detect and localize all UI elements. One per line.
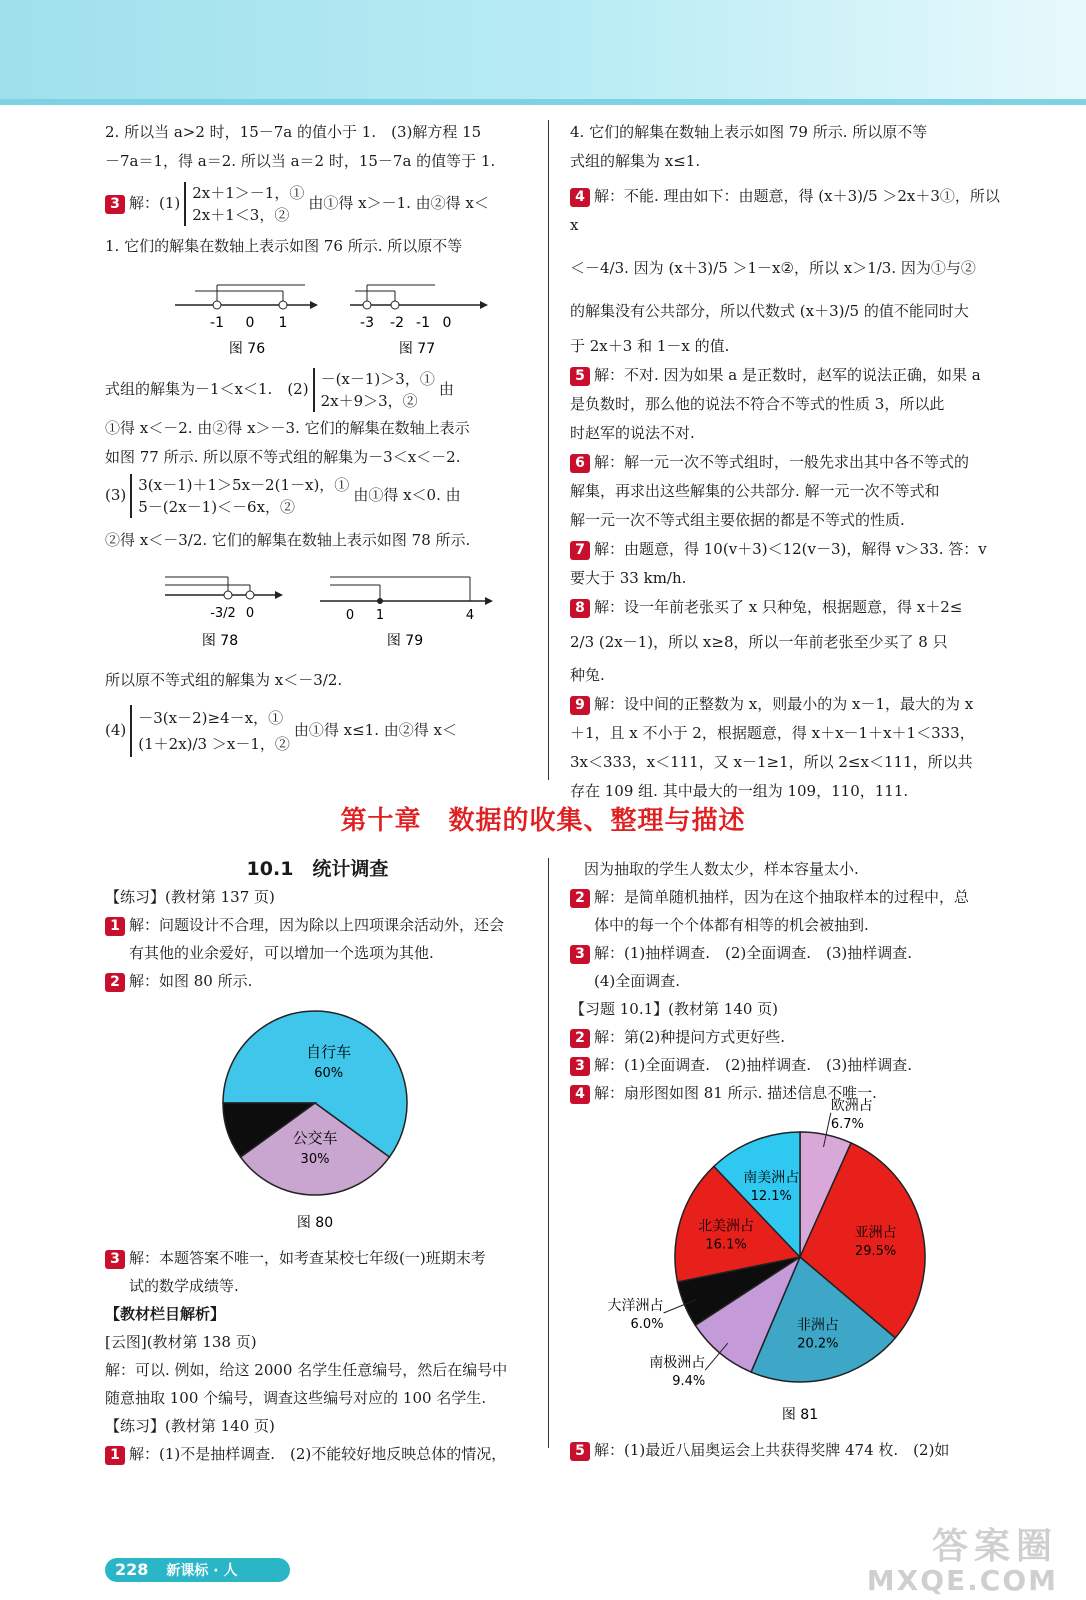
inequality-1: 2x＋1＞－1，① — [192, 184, 305, 202]
text-span: 解：解一元一次不等式组时，一般先求出其中各不等式的 — [594, 453, 970, 471]
inequality-1: －3(x－2)≥4－x，① — [138, 709, 284, 727]
text-line: 试的数学成绩等. — [129, 1277, 239, 1295]
answer-5 — [570, 361, 1010, 390]
number-line-77 — [350, 285, 488, 357]
text-line: 因为抽取的学生人数太少，样本容量太小. — [584, 860, 859, 878]
text-span: 由①得 x≤1. 由②得 x＜ — [293, 721, 457, 739]
slice-value: 6.0% — [630, 1317, 664, 1333]
tick-label: -3/2 — [210, 606, 236, 621]
tick-label: 4 — [465, 608, 475, 623]
figure-caption: 图 76 — [228, 341, 266, 357]
slice-label: 北美洲占 — [698, 1218, 755, 1235]
slice-value: 16.1% — [705, 1237, 747, 1253]
header-banner — [0, 0, 1086, 105]
answer-number-badge: 4 — [570, 188, 590, 207]
text-line: ①得 x＜－2. 由②得 x＞－3. 它们的解集在数轴上表示 — [105, 419, 470, 437]
answer-number-badge: 3 — [570, 1057, 590, 1076]
text-span: 由 — [438, 380, 454, 398]
text-line: 如图 77 所示. 所以原不等式组的解集为－3＜x＜－2. — [105, 448, 461, 466]
answer-number-badge: 3 — [570, 945, 590, 964]
tick-label: 0 — [245, 315, 255, 331]
inequality-1: －(x－1)＞3，① — [320, 370, 435, 388]
text-span: 解：如图 80 所示. — [129, 972, 253, 990]
page-number: 228 — [115, 1560, 149, 1579]
inequality-2: 2x＋1＜3，② — [192, 206, 290, 224]
answer-number-badge: 1 — [105, 917, 125, 936]
text-line: 时赵军的说法不对. — [570, 424, 695, 442]
pie-chart-81 — [570, 1097, 1010, 1427]
slice-value: 6.7% — [830, 1116, 864, 1132]
answer-number-badge: 1 — [105, 1446, 125, 1465]
inequality-system — [130, 705, 290, 757]
answer-5 — [570, 1436, 1010, 1464]
text-line: ②得 x＜－3/2. 它们的解集在数轴上表示如图 78 所示. — [105, 531, 471, 549]
slice-value: 9.4% — [672, 1374, 706, 1390]
inequality-2: 2x＋9＞3，② — [320, 392, 418, 410]
text-span: 式组的解集为－1＜x＜1. (2) — [105, 380, 309, 398]
text-line: 2/3 (2x－1)，所以 x≥8，所以一年前老张至少买了 8 只 — [570, 633, 948, 651]
answer-number-badge: 5 — [570, 367, 590, 386]
text-line: 所以原不等式组的解集为 x＜－3/2. — [105, 671, 343, 689]
text-line: 2. 所以当 a>2 时，15－7a 的值小于 1. (3)解方程 15 — [105, 123, 482, 141]
number-line-78 — [165, 577, 283, 649]
tick-label: 0 — [442, 315, 452, 331]
number-line-79 — [320, 577, 493, 649]
slice-label: 大洋洲占 — [607, 1298, 664, 1315]
text-span: 解：扇形图如图 81 所示. 描述信息不唯一. — [594, 1084, 877, 1102]
answer-1 — [105, 911, 530, 939]
slice-label: 自行车 — [306, 1043, 352, 1062]
slice-value: 60% — [314, 1066, 344, 1082]
watermark — [866, 1526, 1058, 1598]
left-column-bottom — [105, 855, 530, 1468]
text-line: 是负数时，那么他的说法不符合不等式的性质 3，所以此 — [570, 395, 945, 413]
answer-4 — [570, 1079, 1010, 1107]
text-span: 解：(1) — [129, 194, 181, 212]
answer-3 — [570, 939, 1010, 967]
answer-3-4 — [105, 703, 525, 759]
watermark-line-1: 答案圈 — [931, 1526, 1058, 1567]
answer-3-3 — [105, 472, 525, 520]
tick-label: -3 — [360, 315, 374, 331]
text-line: 种兔. — [570, 666, 605, 684]
answer-3-2 — [105, 366, 525, 414]
tick-label: 0 — [345, 608, 355, 623]
slice-label: 南美洲占 — [743, 1170, 800, 1187]
text-span: 解：设一年前老张买了 x 只种兔，根据题意，得 x＋2≤ — [594, 598, 963, 616]
answer-number-badge: 3 — [105, 195, 125, 214]
column-divider-top — [548, 120, 549, 780]
slice-label: 非洲占 — [796, 1317, 839, 1334]
answer-number-badge: 6 — [570, 454, 590, 473]
answer-4 — [570, 182, 1010, 240]
number-lines-76-77 — [105, 261, 525, 356]
text-span: 解：(1)最近八届奥运会上共获得奖牌 474 枚. (2)如 — [594, 1441, 950, 1459]
figure-caption: 图 78 — [201, 633, 239, 649]
text-line: 3x＜333，x＜111，又 x－1≥1，所以 2≤x＜111，所以共 — [570, 753, 973, 771]
text-span: 解：问题设计不合理，因为除以上四项课余活动外，还会 — [129, 916, 505, 934]
text-line: 要大于 33 km/h. — [570, 569, 687, 587]
answer-number-badge: 8 — [570, 599, 590, 618]
exercise-heading: 【练习】(教材第 140 页) — [105, 1417, 275, 1435]
text-line: 式组的解集为 x≤1. — [570, 152, 701, 170]
answer-number-badge: 4 — [570, 1085, 590, 1104]
inequality-system — [313, 368, 435, 412]
tick-label: -1 — [416, 315, 430, 331]
inequality-2: 5－(2x－1)＜－6x，② — [138, 498, 296, 516]
text-span: (3) — [105, 486, 127, 504]
section-title: 10.1 统计调查 — [246, 858, 389, 880]
answer-number-badge: 2 — [570, 889, 590, 908]
text-line: 有其他的业余爱好，可以增加一个选项为其他. — [129, 944, 434, 962]
analysis-heading: 【教材栏目解析】 — [105, 1305, 226, 1323]
answer-3b — [570, 1051, 1010, 1079]
text-span: 解：第(2)种提问方式更好些. — [594, 1028, 786, 1046]
inequality-1: 3(x－1)＋1＞5x－2(1－x)，① — [138, 476, 350, 494]
text-line: ＋1，且 x 不小于 2，根据题意，得 x＋x－1＋x＋1＜333， — [570, 724, 975, 742]
slice-value: 12.1% — [750, 1189, 792, 1205]
inequality-2: (1＋2x)/3 ＞x－1，② — [138, 735, 290, 753]
tick-label: 0 — [245, 606, 255, 621]
tick-label: -2 — [390, 315, 404, 331]
column-divider-bottom — [548, 858, 549, 1448]
number-line-76 — [175, 285, 318, 357]
text-span: 由①得 x＜0. 由 — [353, 486, 461, 504]
text-span: 由①得 x＞－1. 由②得 x＜ — [308, 194, 489, 212]
watermark-line-2: MXQE.COM — [866, 1564, 1058, 1597]
answer-3 — [105, 1244, 530, 1272]
text-line: 于 2x＋3 和 1－x 的值. — [570, 337, 730, 355]
tick-label: -1 — [210, 315, 224, 331]
text-span: 解：(1)不是抽样调查. (2)不能较好地反映总体的情况， — [129, 1445, 507, 1463]
text-line: 1. 它们的解集在数轴上表示如图 76 所示. 所以原不等 — [105, 237, 463, 255]
figure-caption: 图 80 — [296, 1215, 334, 1231]
cloud-heading: [云图](教材第 138 页) — [105, 1333, 257, 1351]
answer-3 — [105, 180, 525, 228]
left-column-top — [105, 118, 525, 759]
tick-label: 1 — [375, 608, 385, 623]
tick-label: 1 — [278, 315, 288, 331]
answer-2 — [105, 967, 530, 995]
inequality-system — [184, 182, 304, 226]
answer-number-badge: 7 — [570, 541, 590, 560]
number-lines-78-79 — [105, 555, 525, 650]
slice-label: 欧洲占 — [830, 1097, 873, 1114]
text-span: 解：是简单随机抽样，因为在这个抽取样本的过程中，总 — [594, 888, 970, 906]
text-span: 解：本题答案不唯一，如考查某校七年级(一)班期末考 — [129, 1249, 486, 1267]
series-label: 新课标 · 人 — [166, 1563, 238, 1579]
answer-1b — [105, 1440, 530, 1468]
answer-8 — [570, 593, 1010, 622]
right-column-top — [570, 118, 1010, 806]
text-span: 解：设中间的正整数为 x，则最小的为 x－1，最大的为 x — [594, 695, 974, 713]
answer-number-badge: 3 — [105, 1250, 125, 1269]
text-line: ＜－4/3. 因为 (x＋3)/5 ＞1－x②，所以 x＞1/3. 因为①与② — [570, 259, 976, 277]
text-span: (4) — [105, 721, 127, 739]
inequality-system — [130, 474, 349, 518]
figure-caption: 图 81 — [781, 1407, 819, 1423]
text-span: 解：(1)抽样调查. (2)全面调查. (3)抽样调查. — [594, 944, 913, 962]
slice-value: 29.5% — [854, 1243, 897, 1259]
text-span: 解：不能. 理由如下：由题意，得 (x＋3)/5 ＞2x＋3①，所以 x — [570, 187, 1000, 234]
text-line: 解一元一次不等式组主要依据的都是不等式的性质. — [570, 511, 905, 529]
answer-number-badge: 2 — [570, 1029, 590, 1048]
text-span: 解：(1)全面调查. (2)抽样调查. (3)抽样调查. — [594, 1056, 913, 1074]
exercise-heading: 【习题 10.1】(教材第 140 页) — [570, 1000, 779, 1018]
answer-2b — [570, 1023, 1010, 1051]
text-line: 存在 109 组. 其中最大的一组为 109，110，111. — [570, 782, 909, 800]
slice-value: 20.2% — [797, 1336, 839, 1352]
text-line: 体中的每一个个体都有相等的机会被抽到. — [594, 916, 869, 934]
slice-value: 30% — [300, 1152, 330, 1168]
text-line: 解集，再求出这些解集的公共部分. 解一元一次不等式和 — [570, 482, 940, 500]
text-line: 解：可以. 例如，给这 2000 名学生任意编号，然后在编号中 — [105, 1361, 508, 1379]
exercise-heading: 【练习】(教材第 137 页) — [105, 888, 275, 906]
figure-caption: 图 79 — [386, 633, 424, 649]
answer-6 — [570, 448, 1010, 477]
text-span: 解：不对. 因为如果 a 是正数时，赵军的说法正确，如果 a — [594, 366, 981, 384]
answer-number-badge: 2 — [105, 973, 125, 992]
text-line: －7a＝1，得 a＝2. 所以当 a＝2 时，15－7a 的值等于 1. — [105, 152, 496, 170]
text-line: (4)全面调查. — [594, 972, 681, 990]
answer-9 — [570, 690, 1010, 719]
text-span: 解：由题意，得 10(v＋3)＜12(v－3)，解得 v＞33. 答：v — [594, 540, 987, 558]
slice-label: 公交车 — [292, 1129, 338, 1148]
chapter-title: 第十章 数据的收集、整理与描述 — [340, 806, 746, 836]
pie-chart-80 — [105, 995, 530, 1235]
text-line: 4. 它们的解集在数轴上表示如图 79 所示. 所以原不等 — [570, 123, 928, 141]
answer-number-badge: 9 — [570, 696, 590, 715]
text-line: 的解集没有公共部分，所以代数式 (x＋3)/5 的值不能同时大 — [570, 302, 969, 320]
right-column-bottom — [570, 855, 1010, 1464]
slice-label: 亚洲占 — [854, 1224, 897, 1241]
answer-7 — [570, 535, 1010, 564]
figure-caption: 图 77 — [398, 341, 436, 357]
answer-2 — [570, 883, 1010, 911]
answer-number-badge: 5 — [570, 1442, 590, 1461]
text-line: 随意抽取 100 个编号，调查这些编号对应的 100 名学生. — [105, 1389, 487, 1407]
slice-label: 南极洲占 — [649, 1355, 706, 1372]
page-number-badge — [105, 1558, 290, 1582]
